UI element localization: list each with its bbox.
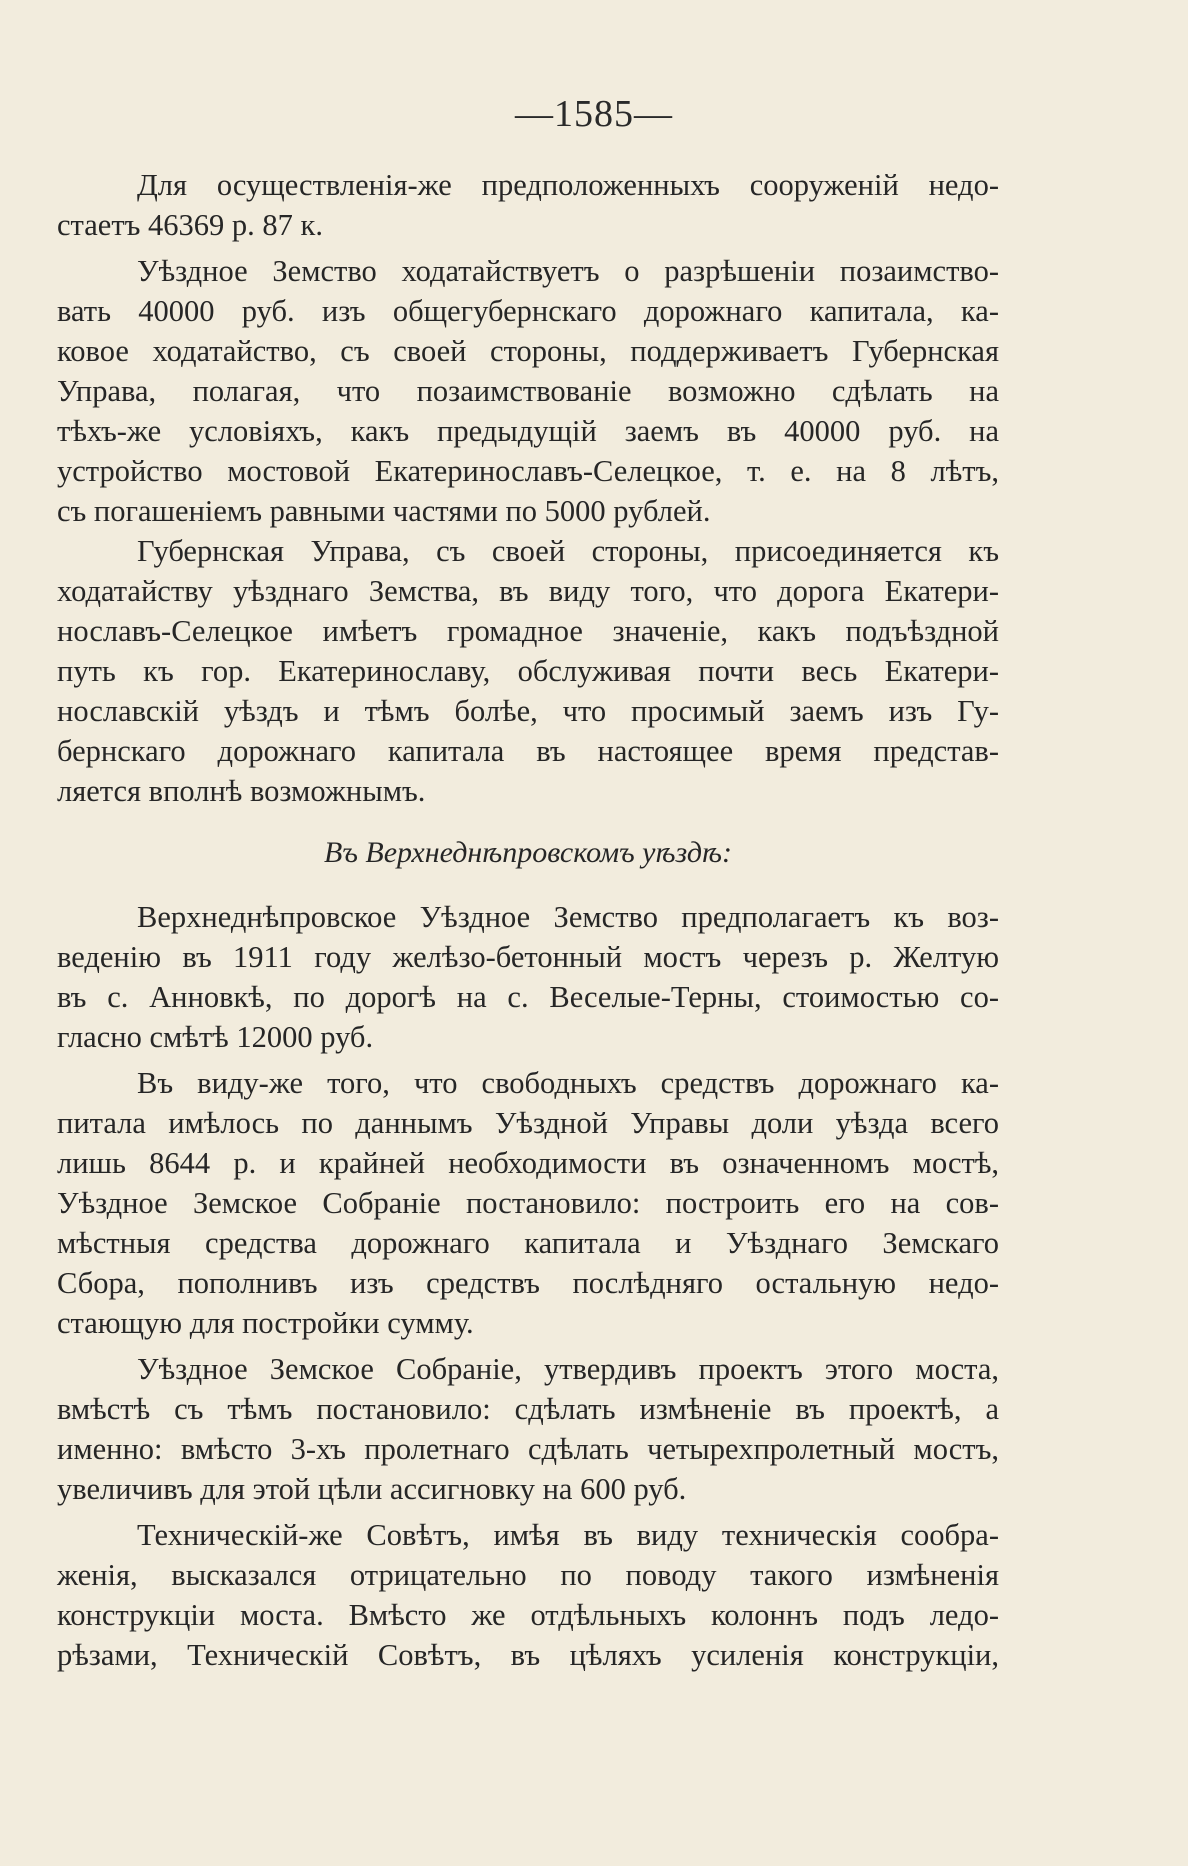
text-line: Для осуществленія-же предположенныхъ сооруженій недо-	[137, 168, 999, 202]
text-line: гласно смѣтѣ 12000 руб.	[57, 1020, 374, 1054]
text-line: питала имѣлось по даннымъ Уѣздной Управы доли уѣзда всего	[57, 1106, 999, 1140]
text-line: въ с. Анновкѣ, по дорогѣ на с. Веселые-Терны, стоимостью со-	[57, 980, 999, 1014]
text-line: вмѣстѣ съ тѣмъ постановило: сдѣлать измѣненіе въ проектѣ, а	[57, 1392, 999, 1426]
text-line: нославскій уѣздъ и тѣмъ болѣе, что просимый заемъ изъ Гу-	[57, 694, 999, 728]
page-number: —1585—	[515, 93, 673, 135]
text-line: Верхнеднѣпровское Уѣздное Земство предполагаетъ къ воз-	[137, 900, 999, 934]
text-line: женія, высказался отрицательно по поводу такого измѣненія	[57, 1558, 999, 1592]
text-line: Уѣздное Земство ходатайствуетъ о разрѣшеніи позаимство-	[137, 254, 999, 288]
text-line: путь къ гор. Екатеринославу, обслуживая почти весь Екатери-	[57, 654, 999, 688]
text-line: Техническій-же Совѣтъ, имѣя въ виду техническія сообра-	[137, 1518, 999, 1552]
text-line: мѣстныя средства дорожнаго капитала и Уѣзднаго Земскаго	[57, 1226, 999, 1260]
text-line: Сбора, пополнивъ изъ средствъ послѣдняго остальную недо-	[57, 1266, 999, 1300]
text-line: ходатайству уѣзднаго Земства, въ виду того, что дорога Екатери-	[57, 574, 999, 608]
text-line: веденію въ 1911 году желѣзо-бетонный мостъ черезъ р. Желтую	[57, 940, 999, 974]
text-line: съ погашеніемъ равными частями по 5000 рублей.	[57, 494, 711, 528]
text-line: стающую для постройки сумму.	[57, 1306, 474, 1340]
text-line: Уѣздное Земское Собраніе постановило: построить его на сов-	[57, 1186, 999, 1220]
text-line: нославъ-Селецкое имѣетъ громадное значеніе, какъ подъѣздной	[57, 614, 999, 648]
text-line: конструкціи моста. Вмѣсто же отдѣльныхъ колоннъ подъ ледо-	[57, 1598, 999, 1632]
text-line: стаетъ 46369 р. 87 к.	[57, 208, 323, 242]
text-line: ковое ходатайство, съ своей стороны, поддерживаетъ Губернская	[57, 334, 999, 368]
text-line: ляется вполнѣ возможнымъ.	[57, 774, 426, 808]
text-line: Управа, полагая, что позаимствованіе возможно сдѣлать на	[57, 374, 999, 408]
text-line: устройство мостовой Екатеринославъ-Селецкое, т. е. на 8 лѣтъ,	[57, 454, 999, 488]
text-line: Въ виду-же того, что свободныхъ средствъ дорожнаго ка-	[137, 1066, 999, 1100]
section-heading: Въ Верхнеднѣпровскомъ уѣздѣ:	[324, 836, 732, 869]
text-line: вать 40000 руб. изъ общегубернскаго дорожнаго капитала, ка-	[57, 294, 999, 328]
text-line: бернскаго дорожнаго капитала въ настоящее время представ-	[57, 734, 999, 768]
text-line: лишь 8644 р. и крайней необходимости въ означенномъ мостѣ,	[57, 1146, 999, 1180]
text-line: Губернская Управа, съ своей стороны, присоединяется къ	[137, 534, 999, 568]
document-body	[57, 165, 999, 1675]
text-line: Уѣздное Земское Собраніе, утвердивъ проектъ этого моста,	[137, 1352, 999, 1386]
text-line: рѣзами, Техническій Совѣтъ, въ цѣляхъ усиленія конструкціи,	[57, 1638, 999, 1672]
text-line: тѣхъ-же условіяхъ, какъ предыдущій заемъ въ 40000 руб. на	[57, 414, 999, 448]
text-line: увеличивъ для этой цѣли ассигновку на 600 руб.	[57, 1472, 687, 1506]
text-line: именно: вмѣсто 3-хъ пролетнаго сдѣлать четырехпролетный мостъ,	[57, 1432, 999, 1466]
